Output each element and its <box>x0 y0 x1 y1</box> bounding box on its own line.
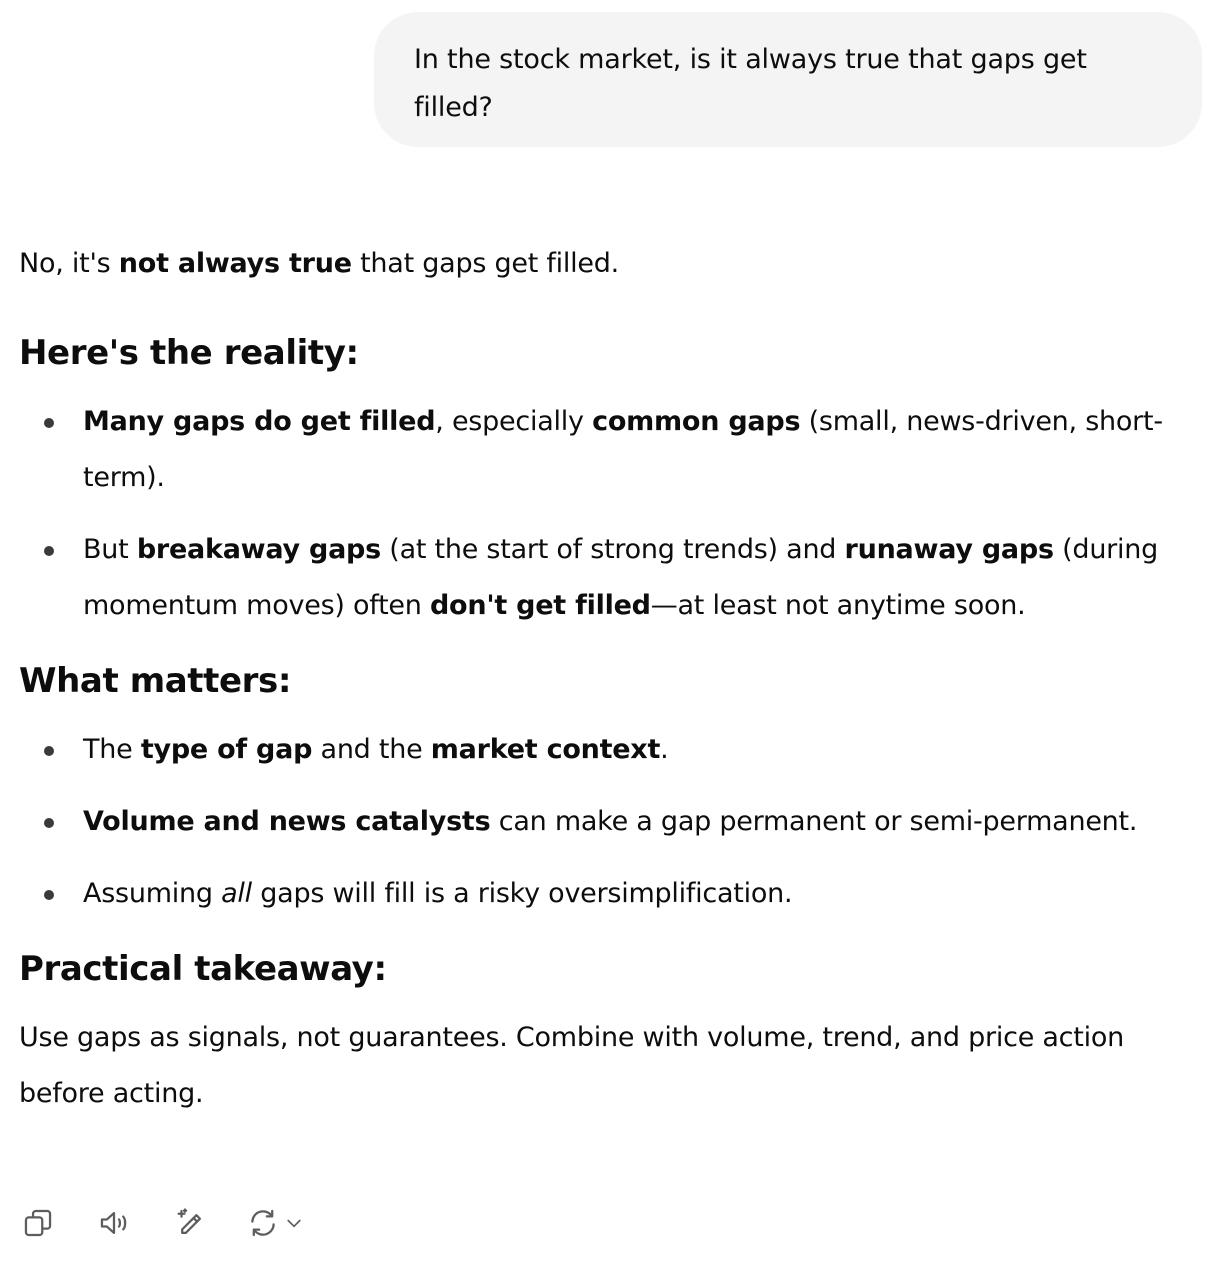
read-aloud-icon <box>97 1206 131 1240</box>
reality-item1-text2: (small, news-driven, short-term). <box>83 406 1163 493</box>
matters-item3-text1: Assuming <box>83 878 222 909</box>
reality-item1-bold2: common gaps <box>592 406 801 437</box>
reality-item2-text2: (at the start of strong trends) and <box>380 534 845 565</box>
matters-item1-bold2: market context <box>430 734 661 765</box>
message-actions-toolbar <box>18 1203 304 1243</box>
regenerate-button[interactable] <box>246 1206 304 1240</box>
user-message-text: In the stock market, is it always true that gaps get filled? <box>414 44 1087 123</box>
copy-button[interactable] <box>18 1203 58 1243</box>
matters-item1-text2: and the <box>312 734 431 765</box>
matters-item1-text3: . <box>660 734 669 765</box>
user-message-row <box>374 12 1202 147</box>
edit-button[interactable] <box>170 1203 210 1243</box>
assistant-answer <box>19 236 1199 1122</box>
answer-intro <box>19 236 1199 292</box>
reality-item2-bold3: don't get filled <box>429 590 651 621</box>
intro-text-2: that gaps get filled. <box>351 248 619 279</box>
heading-matters: What matters: <box>19 661 292 701</box>
reality-item2-bold2: runaway gaps <box>844 534 1054 565</box>
heading-reality: Here's the reality: <box>19 333 359 373</box>
reality-item2-text1: But <box>83 534 137 565</box>
matters-item1-text1: The <box>83 734 141 765</box>
list-item <box>19 722 1199 778</box>
matters-item3-text2: gaps will fill is a risky oversimplification. <box>251 878 793 909</box>
reality-item1-bold1: Many gaps do get filled <box>83 406 436 437</box>
reality-item2-text3: (during momentum moves) often <box>83 534 1159 621</box>
copy-icon <box>21 1206 55 1240</box>
heading-takeaway: Practical takeaway: <box>19 949 387 989</box>
takeaway-text: Use gaps as signals, not guarantees. Combine with volume, trend, and price action before acting. <box>19 1022 1124 1109</box>
intro-bold: not always true <box>118 248 352 279</box>
reality-list <box>19 394 1199 634</box>
edit-icon <box>173 1206 207 1240</box>
chevron-down-icon <box>284 1213 304 1233</box>
list-item <box>19 394 1199 506</box>
reality-item2-text4: —at least not anytime soon. <box>650 590 1026 621</box>
list-item <box>19 794 1199 850</box>
list-item <box>19 866 1199 922</box>
regenerate-icon <box>246 1206 280 1240</box>
read-aloud-button[interactable] <box>94 1203 134 1243</box>
reality-item1-text1: , especially <box>435 406 593 437</box>
reality-item2-bold1: breakaway gaps <box>136 534 381 565</box>
intro-text-1: No, it's <box>19 248 119 279</box>
matters-item2-text1: can make a gap permanent or semi-permanent. <box>490 806 1138 837</box>
user-message-bubble <box>374 12 1202 147</box>
matters-item2-bold1: Volume and news catalysts <box>83 806 491 837</box>
matters-list <box>19 722 1199 922</box>
matters-item1-bold1: type of gap <box>140 734 313 765</box>
list-item <box>19 522 1199 634</box>
matters-item3-italic: all <box>221 878 252 909</box>
